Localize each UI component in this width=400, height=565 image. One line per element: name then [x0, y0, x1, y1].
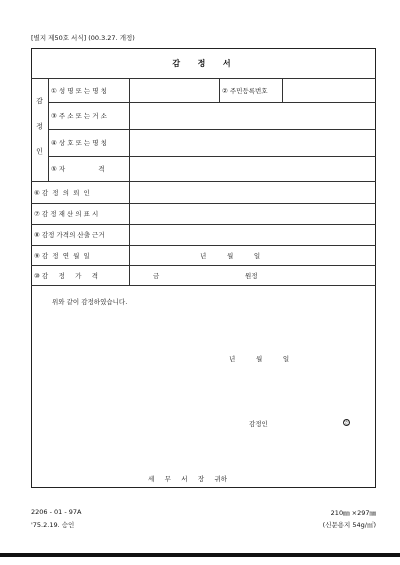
basis-field[interactable]	[130, 225, 375, 244]
qualification-field[interactable]	[130, 157, 375, 180]
row-divider	[31, 285, 376, 286]
footer-size: 210㎜ ×297㎜	[330, 509, 376, 517]
form-number: [별지 제50호 서식] (00.3.27. 개정)	[31, 34, 135, 42]
name-label: ① 성 명 또 는 명 칭	[51, 86, 107, 95]
business-label: ④ 상 호 또 는 명 칭	[51, 139, 107, 147]
price-prefix: 금	[153, 271, 160, 280]
price-suffix: 원정	[245, 271, 258, 280]
property-field[interactable]	[130, 204, 375, 223]
form-title: 감 정 서	[172, 58, 235, 68]
address-field[interactable]	[130, 103, 375, 128]
resident-no-label: ② 주민등록번호	[222, 86, 268, 95]
name-field[interactable]	[130, 79, 218, 101]
bottom-edge	[0, 553, 400, 557]
footer-approval: '75.2.19. 승인	[31, 521, 75, 529]
price-label: ⑩ 감 정 가 격	[34, 271, 99, 280]
footer-code: 2206 - 01 - 97A	[31, 508, 82, 516]
footer-paper: (신문용지 54g/㎡)	[322, 521, 376, 529]
requester-label: ⑥ 감 정 의 뢰 인	[34, 188, 90, 197]
seal-icon: 인	[344, 420, 349, 426]
statement-text: 위와 같이 감정하였습니다.	[52, 298, 128, 306]
cell-divider	[219, 78, 220, 102]
appraisal-date-value[interactable]: 년 월 일	[200, 251, 261, 260]
recipient-line: 세 무 서 장 귀하	[148, 475, 227, 483]
business-field[interactable]	[130, 130, 375, 155]
appraiser-group-label: 감 정 인	[35, 96, 44, 163]
address-label: ③ 주 소 또 는 거 소	[51, 112, 107, 120]
requester-field[interactable]	[130, 182, 375, 202]
date-label: ⑨ 감 정 연 월 일	[34, 251, 90, 260]
appraiser-sign-label: 감정인	[249, 420, 268, 428]
resident-no-field[interactable]	[283, 79, 375, 101]
basis-label: ⑧ 감정 가격의 산출 근거	[34, 231, 105, 239]
qualification-label: ⑤ 자 격	[51, 165, 105, 173]
appraiser-group	[31, 78, 48, 181]
group-divider	[48, 78, 49, 181]
property-label: ⑦ 감 정 재 산 의 표 시	[34, 210, 99, 218]
sign-date[interactable]: 년 월 일	[229, 355, 290, 363]
